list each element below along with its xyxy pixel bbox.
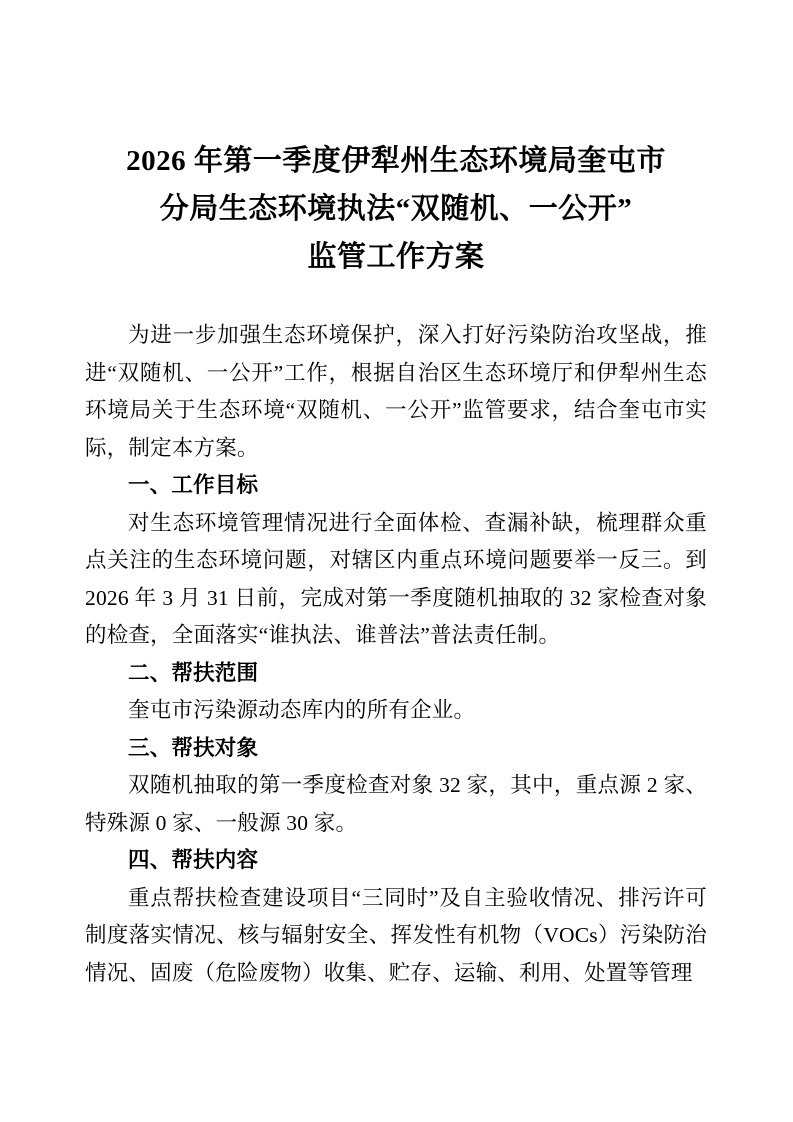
- section-heading-assist-content: 四、帮扶内容: [128, 848, 259, 872]
- paragraph-preamble: 为进一步加强生态环境保护，深入打好污染防治攻坚战，推进“双随机、一公开”工作，根据自治区生态环境厅和伊犁州生态环境局关于生态环境“双随机、一公开”监管要求，结合奎屯市实际，制定本方案。: [85, 323, 707, 460]
- section-heading-assist-scope: 二、帮扶范围: [128, 660, 259, 685]
- document-title: [85, 137, 707, 281]
- paragraph-work-goals: 对生态环境管理情况进行全面体检、查漏补缺，梳理群众重点关注的生态环境问题，对辖区内重点环境问题要举一反三。到 2026 年 3 月 31 日前，完成对第一季度随机抽取的 32 家检查对象的检查，全面落实“谁执法、谁普法”普法责任制。: [85, 510, 707, 647]
- paragraph-assist-scope: 奎屯市污染源动态库内的所有企业。: [128, 698, 476, 722]
- title-line-3: 监管工作方案: [307, 241, 485, 273]
- document-body: [85, 317, 707, 992]
- title-line-2: 分局生态环境执法“双随机、一公开”: [159, 193, 633, 225]
- section-heading-assist-targets: 三、帮扶对象: [128, 735, 259, 760]
- title-line-1: 2026 年第一季度伊犁州生态环境局奎屯市: [126, 145, 666, 177]
- section-heading-work-goals: 一、工作目标: [128, 473, 259, 497]
- paragraph-assist-targets: 双随机抽取的第一季度检查对象 32 家，其中，重点源 2 家、特殊源 0 家、一般源 30 家。: [85, 773, 707, 835]
- paragraph-assist-content: 重点帮扶检查建设项目“三同时”及自主验收情况、排污许可制度落实情况、核与辐射安全、挥发性有机物（VOCs）污染防治情况、固废（危险废物）收集、贮存、运输、利用、处置等管理: [85, 885, 707, 985]
